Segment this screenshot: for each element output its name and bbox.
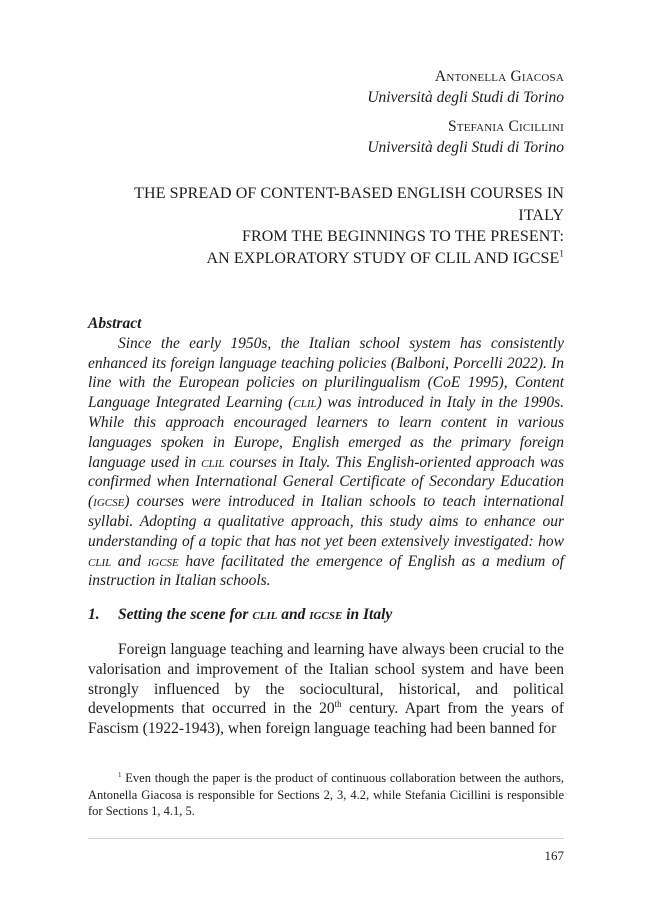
footnote-text: Even though the paper is the product of continuous collaboration between the authors, Antonella Giacosa is responsible for Sections 2, 3, 4.2, while Stefania Cicillini is responsible for Sections 1, 4.1, 5. xyxy=(88,771,564,818)
abbreviation-clil: clil xyxy=(293,394,317,412)
body-segment: century. Apart from the years of Fascism (1922-1943), when foreign language teaching had been banned for xyxy=(88,700,564,738)
section-title-segment: Setting the scene for xyxy=(118,606,253,623)
abstract-segment: Since the early 1950s, the Italian school system has consistently enhanced its foreign language teaching policies (Balboni, Porcelli 2022). In line with the European policies on plurilingualism (CoE 1995), Content Language Integrated Learning ( xyxy=(88,334,564,412)
author-block xyxy=(367,66,564,166)
ordinal-suffix: th xyxy=(334,699,342,710)
abbreviation-clil: clil xyxy=(88,552,112,570)
abbreviation-igcse: igcse xyxy=(147,552,179,570)
abstract-segment: have facilitated the emergence of English as a medium of instruction in Italian schools. xyxy=(88,552,564,590)
footer-divider xyxy=(88,838,564,839)
section-title-segment: and xyxy=(277,606,310,623)
abstract-segment: courses in Italy. This English-oriented approach was confirmed when International General Certificate of Secondary Education ( xyxy=(88,453,565,511)
author-affiliation: Università degli Studi di Torino xyxy=(367,89,564,106)
abstract-heading: Abstract xyxy=(88,315,142,332)
title-line: THE SPREAD OF CONTENT-BASED ENGLISH COURSES IN ITALY xyxy=(134,185,564,224)
abstract-segment: and xyxy=(111,552,148,570)
section-heading xyxy=(88,606,392,624)
footnote xyxy=(88,770,564,820)
abbreviation-clil: clil xyxy=(201,453,225,471)
abstract-text xyxy=(88,334,564,591)
page-number: 167 xyxy=(544,848,564,863)
abstract-segment: ) courses were introduced in Italian schools to teach international syllabi. Adopting a qualitative approach, this study aims to enhance our understanding of a topic that has not yet been extensively investigated: how xyxy=(88,493,564,550)
section-title-segment: in Italy xyxy=(342,606,393,623)
title-line xyxy=(88,248,564,270)
author-name: Antonella Giacosa xyxy=(434,68,564,85)
abstract-segment: ) was introduced in Italy in the 1990s. While this approach encouraged learners to learn content in various languages spoken in Europe, English emerged as the primary foreign language used in xyxy=(88,394,564,471)
author-affiliation: Università degli Studi di Torino xyxy=(367,139,564,156)
abbreviation-igcse: igcse xyxy=(309,606,343,623)
body-segment: Foreign language teaching and learning have always been crucial to the valorisation and improvement of the Italian school system and have been strongly influenced by the sociocultural, historical, and political developments that occurred in the 20 xyxy=(88,641,564,718)
section-number: 1. xyxy=(88,606,100,623)
footnote-marker[interactable]: 1 xyxy=(559,248,564,259)
abbreviation-clil: clil xyxy=(252,606,278,623)
abbreviation-igcse: igcse xyxy=(93,493,125,511)
abstract xyxy=(88,314,564,591)
footnote-marker: 1 xyxy=(118,770,122,779)
author-name: Stefania Cicillini xyxy=(447,118,564,135)
paper-title xyxy=(88,183,564,269)
body-paragraph xyxy=(88,640,564,739)
title-line-text: AN EXPLORATORY STUDY OF CLIL AND IGCSE xyxy=(206,249,560,267)
title-line: FROM THE BEGINNINGS TO THE PRESENT: xyxy=(242,228,564,245)
